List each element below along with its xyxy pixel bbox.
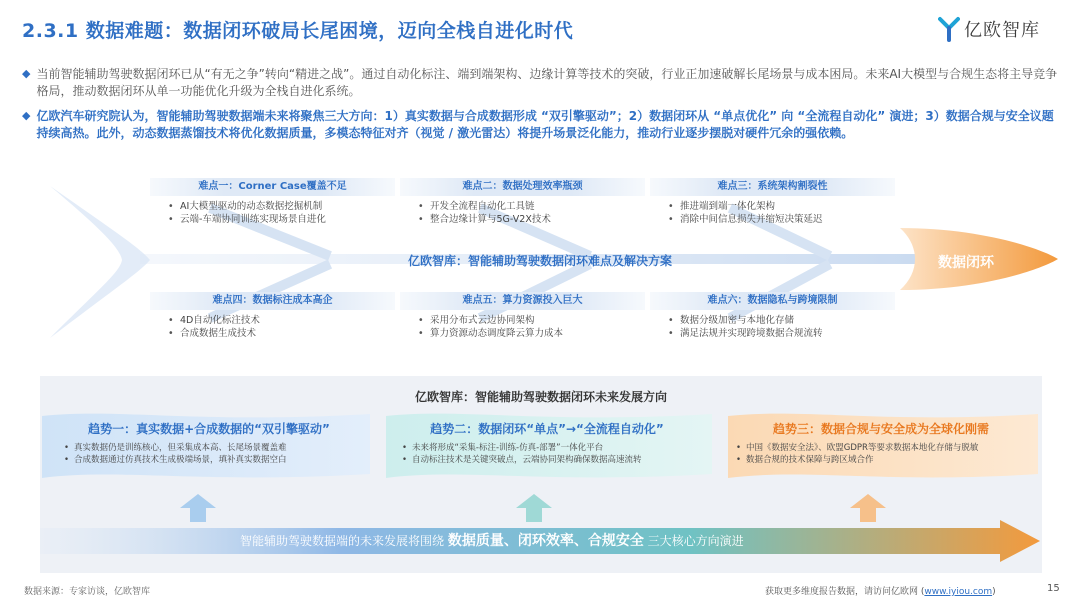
- trend-title: 趋势二：数据闭环“单点”→“全流程自动化”: [430, 422, 664, 436]
- page-title: 2.3.1 数据难题：数据闭环破局长尾困境，迈向全栈自进化时代: [22, 20, 574, 42]
- trend-title: 趋势三：数据合规与安全成为全球化刚需: [772, 422, 989, 436]
- trend-item: • 未来将形成“采集-标注-训练-仿真-部署”一体化平台: [412, 443, 706, 455]
- trend-2: [388, 408, 706, 472]
- fish-head-label: 数据闭环: [938, 255, 994, 271]
- challenge-card-4: [150, 292, 395, 340]
- challenge-title: 难点一：Corner Case覆盖不足: [150, 178, 395, 196]
- trend-title: 趋势一：真实数据+合成数据的“双引擎驱动”: [88, 422, 330, 436]
- arrow-prefix: 智能辅助驾驶数据端的未来发展将围绕: [240, 534, 445, 548]
- intro-bullet-text: 当前智能辅助驾驶数据闭环已从“有无之争”转向“精进之战”。通过自动化标注、端到端架构、边缘计算等技术的突破，行业正加速破解长尾场景与成本困局。未来AI大模型与合规生态将主导竞争格局，推动数据闭环从单一功能优化升级为全栈自进化系统。: [36, 67, 1058, 98]
- challenge-title: 难点四：数据标注成本高企: [150, 292, 395, 310]
- solution-item: • 云端-车端协同训练实现场景自进化: [180, 213, 395, 226]
- arrow-suffix: 三大核心方向演进: [647, 534, 744, 548]
- trend-3: [722, 408, 1040, 472]
- footer-more-info: [765, 584, 996, 597]
- solution-item: • 数据分级加密与本地化存储: [680, 314, 895, 327]
- trends-panel-title: 亿欧智库：智能辅助驾驶数据闭环未来发展方向: [414, 390, 667, 404]
- challenge-title: 难点六：数据隐私与跨境限制: [650, 292, 895, 310]
- fish-tail: [50, 186, 150, 338]
- trend-item: • 数据合规的技术保障与跨区域合作: [746, 455, 1040, 467]
- challenge-title: 难点三：系统架构割裂性: [650, 178, 895, 196]
- solution-item: • 推进端到端一体化架构: [680, 200, 895, 213]
- challenge-card-2: [400, 178, 645, 226]
- footer-close-paren: ): [992, 587, 996, 597]
- logo-text: 亿欧智库: [964, 20, 1040, 41]
- solution-item: • 算力资源动态调度降云算力成本: [430, 327, 645, 340]
- solution-item: • 合成数据生成技术: [180, 327, 395, 340]
- challenge-title: 难点二：数据处理效率瓶颈: [400, 178, 645, 196]
- challenge-card-1: [150, 178, 395, 226]
- arrow-emphasis: 数据质量、闭环效率、合规安全: [447, 533, 644, 549]
- solution-item: • 4D自动化标注技术: [180, 314, 395, 327]
- trend-item: • 中国《数据安全法》、欧盟GDPR等要求数据本地化存储与脱敏: [746, 443, 1040, 455]
- trend-item: • 真实数据仍是训练核心，但采集成本高、长尾场景覆盖难: [74, 443, 368, 455]
- research-bullet: [22, 108, 1062, 141]
- solution-item: • 采用分布式云边协同架构: [430, 314, 645, 327]
- research-bullet-text: 亿欧汽车研究院认为，智能辅助驾驶数据端未来将聚焦三大方向：1）真实数据与合成数据形成 “双引擎驱动”；2）数据闭环从 “单点优化” 向 “全流程自动化” 演进；3）数据合规与安全议题持续高热。此外，动态数据蒸馏技术将优化数据质量，多模态特征对齐（视觉 / 激光雷达）将提升场景泛化能力，推动行业逐步摆脱对硬件冗余的强依赖。: [36, 109, 1054, 140]
- solution-item: • 开发全流程自动化工具链: [430, 200, 645, 213]
- fishbone-center-label: 亿欧智库：智能辅助驾驶数据闭环难点及解决方案: [407, 254, 672, 268]
- challenge-card-3: [650, 178, 895, 226]
- challenge-card-6: [650, 292, 895, 340]
- solution-item: • AI大模型驱动的动态数据挖掘机制: [180, 200, 395, 213]
- trend-1: [50, 408, 368, 472]
- brand-logo: [938, 14, 1040, 44]
- data-source: 数据来源：专家访谈，亿欧智库: [24, 587, 151, 597]
- footer-more-text: 获取更多维度报告数据，请访问亿欧网 (: [765, 587, 925, 597]
- trend-item: • 合成数据通过仿真技术生成极端场景，填补真实数据空白: [74, 455, 368, 467]
- trend-item: • 自动标注技术是关键突破点，云端协同架构确保数据高速流转: [412, 455, 706, 467]
- diamond-bullet-icon: ◆: [22, 67, 31, 80]
- direction-arrow-text: [240, 530, 744, 550]
- solution-item: • 整合边缘计算与5G-V2X技术: [430, 213, 645, 226]
- intro-bullet: [22, 66, 1062, 99]
- diamond-bullet-icon: ◆: [22, 109, 31, 122]
- challenge-title: 难点五：算力资源投入巨大: [400, 292, 645, 310]
- page-number: 15: [1047, 583, 1060, 594]
- website-link[interactable]: www.iyiou.com: [924, 587, 993, 597]
- logo-icon: [938, 16, 960, 42]
- solution-item: • 消除中间信息损失并缩短决策延迟: [680, 213, 895, 226]
- challenge-card-5: [400, 292, 645, 340]
- solution-item: • 满足法规并实现跨境数据合规流转: [680, 327, 895, 340]
